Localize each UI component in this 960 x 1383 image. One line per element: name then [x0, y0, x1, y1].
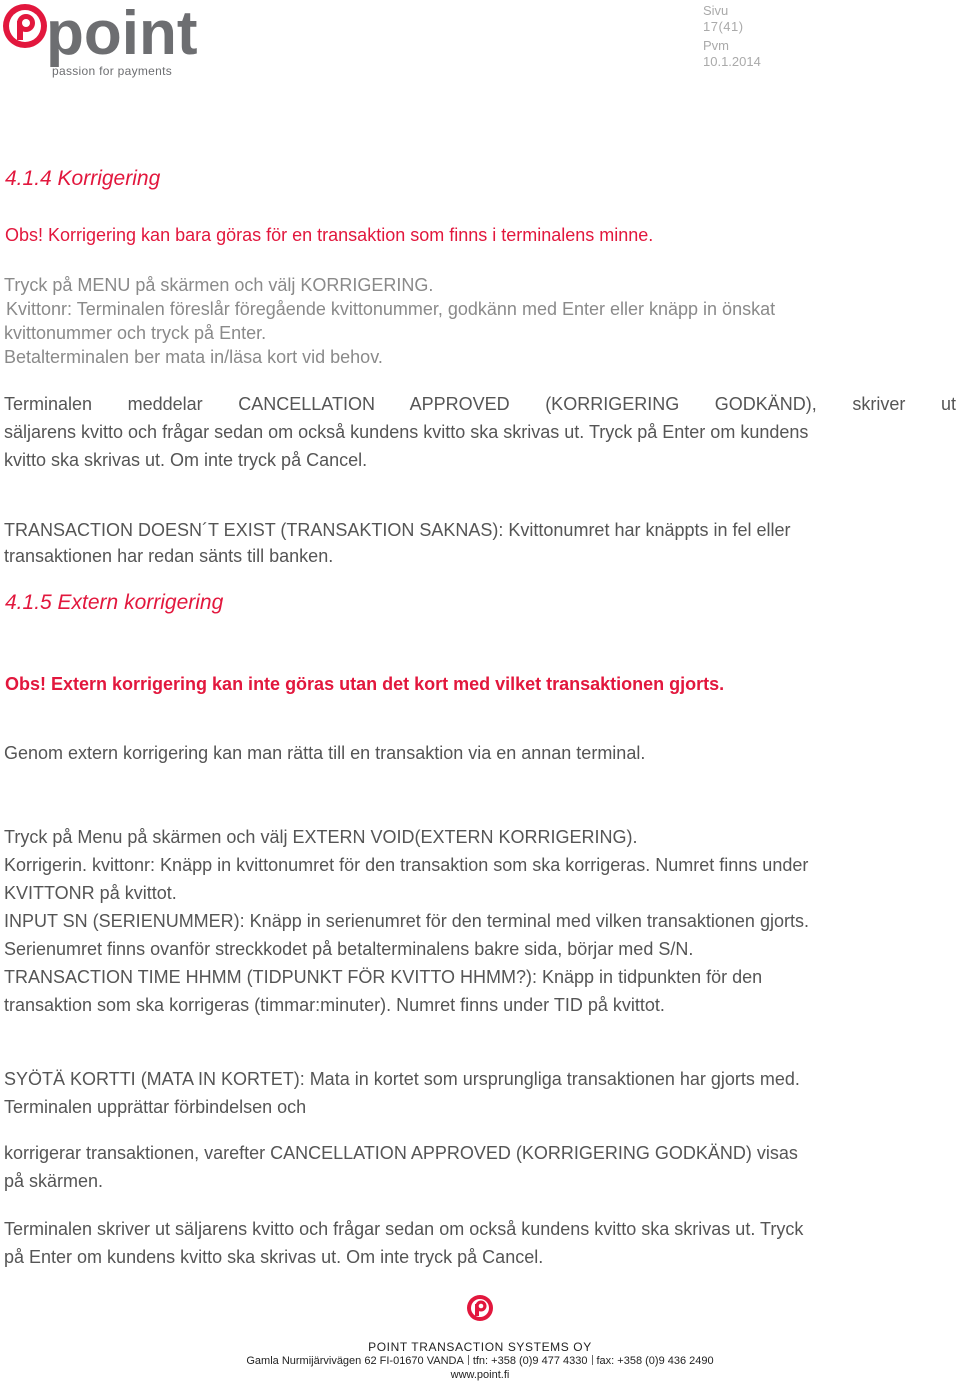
- section-heading-extern-korrigering: 4.1.5 Extern korrigering: [5, 591, 224, 614]
- text-line: Tryck på MENU på skärmen och välj KORRIGERING.: [4, 275, 434, 295]
- text-line: på skärmen.: [4, 1171, 104, 1191]
- paragraph-extern-steps: [4, 823, 809, 1019]
- text-line: på Enter om kundens kvitto ska skrivas ut. Om inte tryck på Cancel.: [4, 1247, 544, 1267]
- text-line: TRANSACTION TIME HHMM (TIDPUNKT FÖR KVITTO HHMM?): Knäpp in tidpunkten för den: [4, 967, 763, 987]
- footer-fax: fax: +358 (0)9 436 2490: [596, 1355, 714, 1367]
- footer-address: Gamla Nurmijärvivägen 62 FI-01670 VANDA: [246, 1355, 464, 1367]
- text-line: Tryck på Menu på skärmen och välj EXTERN VOID(EXTERN KORRIGERING).: [4, 827, 638, 847]
- paragraph-korrigering-result: [4, 390, 956, 474]
- text-line: TRANSACTION DOESN´T EXIST (TRANSAKTION SAKNAS): Kvittonumret har knäppts in fel eller: [4, 520, 791, 540]
- paragraph-extern-intro: Genom extern korrigering kan man rätta till en transaktion via en annan terminal.: [4, 743, 646, 763]
- footer-logo-icon: [466, 1293, 494, 1323]
- date-label: Pvm: [703, 38, 729, 53]
- paragraph-extern-receipt: [4, 1215, 803, 1271]
- text-line: kvittonummer och tryck på Enter.: [4, 323, 267, 343]
- text-line: transaktion som ska korrigeras (timmar:minuter). Numret finns under TID på kvittot.: [4, 995, 665, 1015]
- text-line: Korrigerin. kvittonr: Knäpp in kvittonumret för den transaktion som ska korrigeras. Numret finns under: [4, 855, 809, 875]
- text-line: kvitto ska skrivas ut. Om inte tryck på Cancel.: [4, 450, 368, 470]
- text-line: korrigerar transaktionen, varefter CANCELLATION APPROVED (KORRIGERING GODKÄND) visas: [4, 1143, 798, 1163]
- text-line: Terminalen meddelar CANCELLATION APPROVED (KORRIGERING GODKÄND), skriver ut: [4, 394, 956, 414]
- text-line: transaktionen har redan sänts till banken.: [4, 546, 334, 566]
- text-line: Terminalen skriver ut säljarens kvitto och frågar sedan om också kundens kvitto ska skrivas ut. Tryck: [4, 1219, 804, 1239]
- text-line: SYÖTÄ KORTTI (MATA IN KORTET): Mata in kortet som ursprungliga transaktionen har gjorts med.: [4, 1069, 800, 1089]
- section-heading-korrigering: 4.1.4 Korrigering: [5, 167, 161, 190]
- footer-contact: [0, 1355, 960, 1367]
- section-note-extern-korrigering: Obs! Extern korrigering kan inte göras utan det kort med vilket transaktionen gjorts.: [5, 674, 725, 694]
- company-logo: [0, 0, 200, 84]
- text-line: INPUT SN (SERIENUMMER): Knäpp in serienumret för den terminal med vilken transaktionen gjorts.: [4, 911, 809, 931]
- footer-separator: [468, 1355, 469, 1365]
- text-line: Serienumret finns ovanför streckkodet på betalterminalens bakre sida, börjar med S/N.: [4, 939, 694, 959]
- page-label: Sivu: [703, 3, 729, 18]
- section-note-korrigering: Obs! Korrigering kan bara göras för en transaktion som finns i terminalens minne.: [5, 225, 654, 245]
- text-line: säljarens kvitto och frågar sedan om också kundens kvitto ska skrivas ut. Tryck på Enter om kundens: [4, 422, 809, 442]
- page-number: 17(41): [703, 19, 744, 34]
- paragraph-extern-approved: [4, 1139, 798, 1195]
- paragraph-korrigering-steps: [4, 273, 775, 369]
- footer-company: POINT TRANSACTION SYSTEMS OY: [368, 1340, 592, 1354]
- paragraph-extern-card: [4, 1065, 800, 1121]
- document-date: 10.1.2014: [703, 54, 761, 69]
- brand-name: point: [46, 0, 198, 68]
- point-logo-icon: [2, 3, 48, 49]
- text-line: Terminalen upprättar förbindelsen och: [4, 1097, 307, 1117]
- paragraph-korrigering-error: [4, 517, 791, 569]
- brand-tagline: passion for payments: [52, 64, 173, 78]
- footer-phone: tfn: +358 (0)9 477 4330: [472, 1355, 588, 1367]
- footer-website[interactable]: www.point.fi: [450, 1369, 510, 1381]
- footer-separator: [592, 1355, 593, 1365]
- text-line: Kvittonr: Terminalen föreslår föregående kvittonummer, godkänn med Enter eller knäpp in önskat: [6, 299, 776, 319]
- text-line: Betalterminalen ber mata in/läsa kort vid behov.: [4, 347, 383, 367]
- text-line: KVITTONR på kvittot.: [4, 883, 177, 903]
